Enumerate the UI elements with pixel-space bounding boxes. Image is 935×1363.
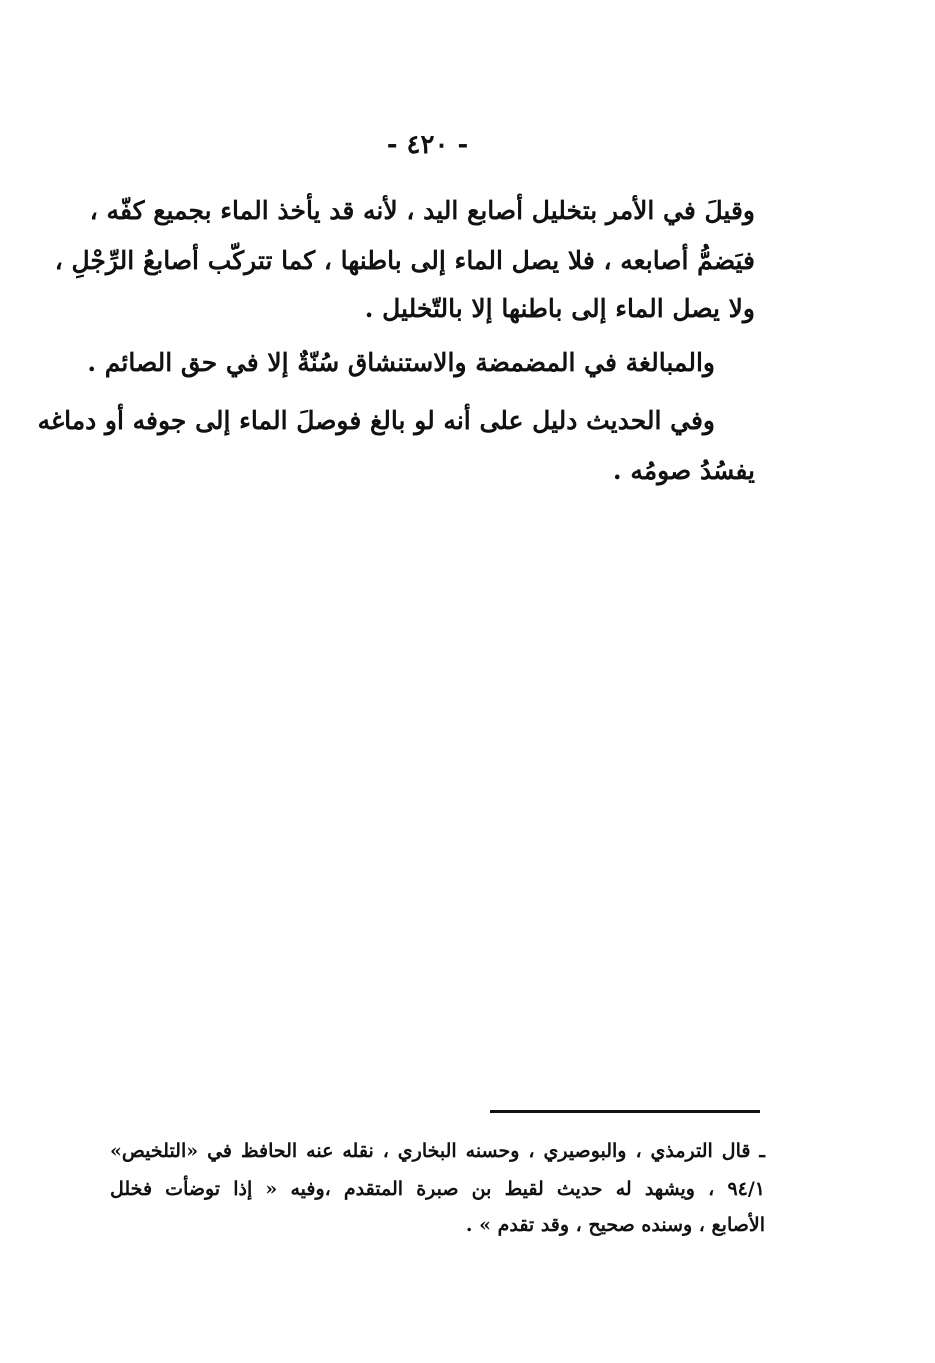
- text-line: فيَضمُّ أصابعه ، فلا يصل الماء إلى باطنها ، كما تتركّب أصابعُ الرِّجْلِ ،: [54, 246, 755, 275]
- text-line: والمبالغة في المضمضة والاستنشاق سُنّةٌ إلا في حق الصائم .: [87, 348, 715, 377]
- text-line: وقيلَ في الأمر بتخليل أصابع اليد ، لأنه قد يأخذ الماء بجميع كفّه ،: [89, 196, 755, 225]
- text-line: ولا يصل الماء إلى باطنها إلا بالتّخليل .: [364, 294, 755, 323]
- footnote-line: ٩٤/١ ، ويشهد له حديث لقيط بن صبرة المتقدم ،وفيه « إذا توضأت فخلل: [110, 1178, 765, 1200]
- text-line: يفسُدُ صومُه .: [612, 456, 755, 485]
- text-line: وفي الحديث دليل على أنه لو بالغ فوصلَ الماء إلى جوفه أو دماغه: [37, 406, 715, 435]
- footnote-separator: [490, 1110, 760, 1113]
- footnote-line: ـ قال الترمذي ، والبوصيري ، وحسنه البخاري ، نقله عنه الحافظ في «التلخيص»: [110, 1140, 765, 1162]
- footnote-line: الأصابع ، وسنده صحيح ، وقد تقدم » .: [465, 1214, 765, 1236]
- page-number: - ٤٢٠ -: [386, 130, 469, 160]
